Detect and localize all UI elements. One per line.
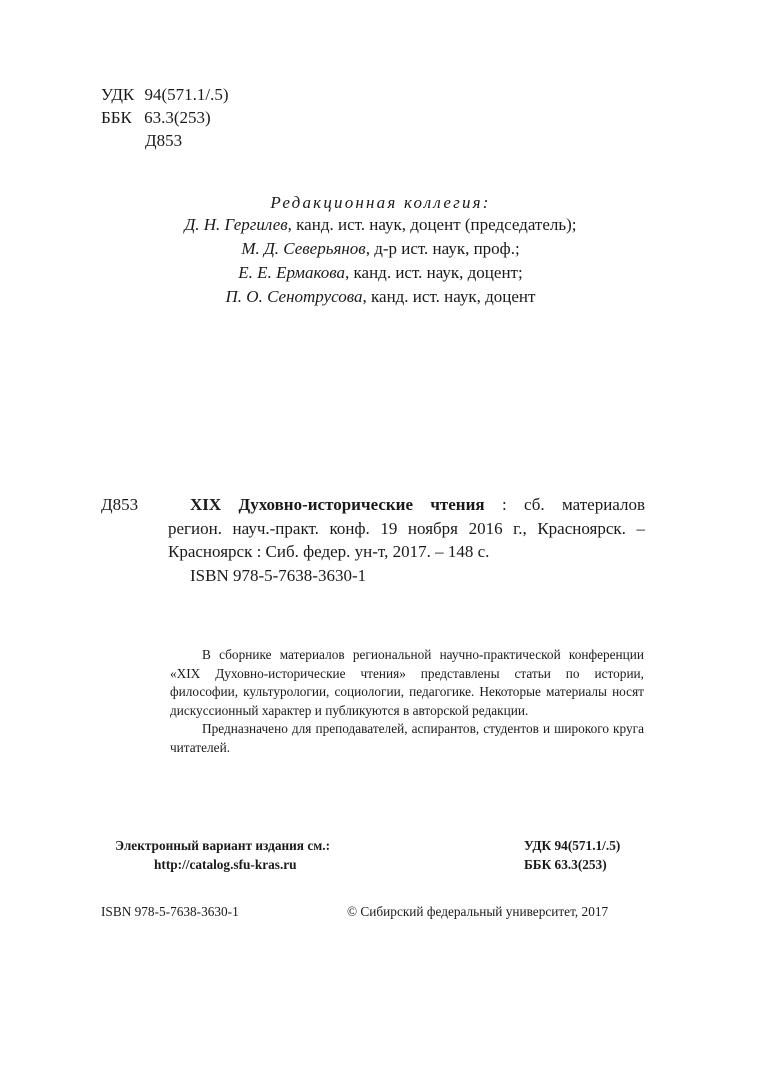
udk-label: УДК — [101, 85, 135, 104]
footer-bbk: ББК 63.3(253) — [524, 857, 607, 872]
bbk-value: 63.3(253) — [144, 108, 211, 127]
biblio-line-3: Красноярск : Сиб. федер. ун-т, 2017. – 148 с. — [168, 542, 490, 561]
author-sign: Д853 — [145, 131, 183, 150]
copyright: © Сибирский федеральный университет, 2017 — [347, 904, 609, 919]
footer-isbn: ISBN 978-5-7638-3630-1 — [101, 904, 239, 919]
biblio-line-1 — [190, 496, 645, 513]
board-member — [0, 288, 761, 312]
abstract-paragraph: Предназначено для преподавателей, аспирантов, студентов и широкого круга читателей. — [170, 721, 644, 755]
bbk-label: ББК — [101, 108, 132, 127]
board-member-name: П. О. Сенотрусова — [225, 287, 363, 306]
board-member-details: , канд. ист. наук, доцент (председатель); — [287, 215, 577, 234]
abstract-paragraph: В сборнике материалов региональной научно-практической конференции «XIX Духовно-исторические чтения» представлены статьи по истории, философии, культурологии, социологии, педагогике. Некоторые материалы носят дискуссионный характер и публикуются в авторской редакции. — [170, 647, 644, 718]
board-member — [0, 264, 761, 288]
board-member — [0, 216, 761, 240]
electronic-label: Электронный вариант издания см.: — [115, 838, 331, 853]
board-member-name: Д. Н. Гергилев — [184, 215, 288, 234]
udk-value: 94(571.1/.5) — [144, 85, 229, 104]
biblio-sign: Д853 — [101, 495, 139, 514]
biblio-line-1-rest: : сб. материалов — [484, 495, 645, 514]
electronic-url[interactable]: http://catalog.sfu-kras.ru — [154, 857, 297, 872]
abstract — [170, 646, 644, 757]
biblio-isbn: ISBN 978-5-7638-3630-1 — [190, 566, 367, 585]
board-member-name: Е. Е. Ермакова — [238, 263, 346, 282]
board-member — [0, 240, 761, 264]
bbk-line — [101, 109, 211, 126]
footer-udk: УДК 94(571.1/.5) — [524, 838, 621, 853]
board-member-details: , канд. ист. наук, доцент — [362, 287, 536, 306]
board-member-details: , д-р ист. наук, проф.; — [365, 239, 520, 258]
editorial-board — [0, 194, 761, 312]
biblio-title: XIX Духовно-исторические чтения — [190, 495, 485, 514]
board-member-details: , канд. ист. наук, доцент; — [345, 263, 523, 282]
editorial-board-title: Редакционная коллегия: — [270, 193, 491, 212]
udk-line — [101, 86, 229, 103]
biblio-line-2: регион. науч.-практ. конф. 19 ноября 2016 г., Красноярск. – — [168, 519, 645, 538]
board-member-name: М. Д. Северьянов — [241, 239, 366, 258]
